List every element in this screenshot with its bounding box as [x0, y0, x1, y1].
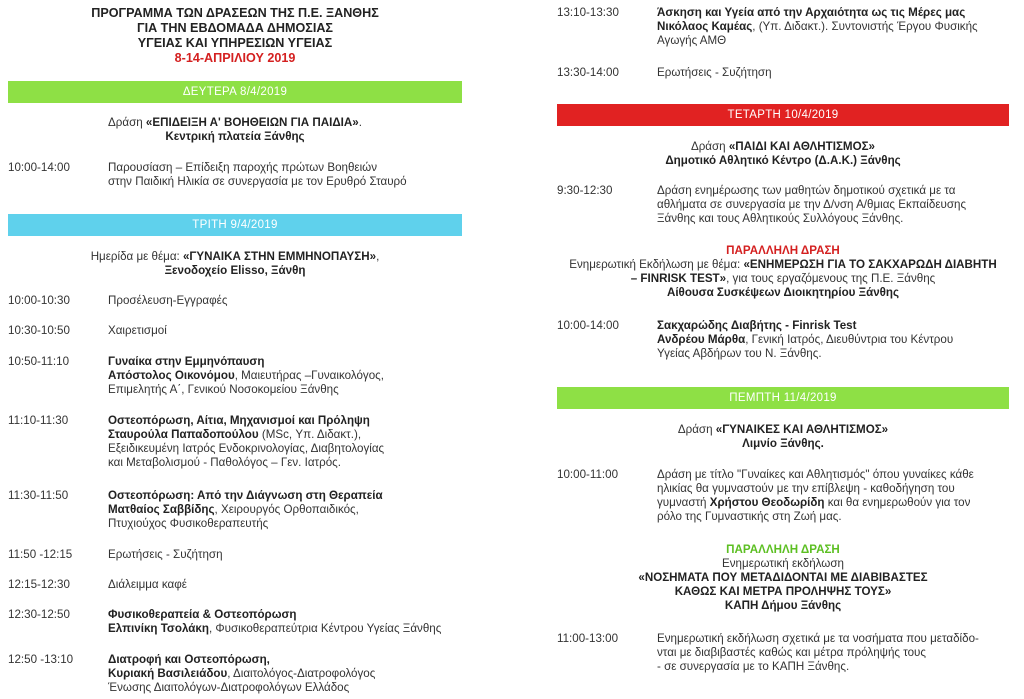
speaker-role: και Μεταβολισμού - Παθολόγος – Γεν. Ιατρός.	[108, 456, 341, 469]
tuesday-header: ΤΡΙΤΗ 9/4/2019	[8, 214, 462, 236]
title-dates: 8-14-ΑΠΡΙΛΙΟΥ 2019	[174, 51, 296, 65]
event-prefix: Δράση	[690, 140, 729, 153]
desc-line: - σε συνεργασία με το ΚΑΠΗ Ξάνθης.	[657, 660, 850, 673]
event-location: Δημοτικό Αθλητικό Κέντρο (Δ.Α.Κ.) Ξάνθης	[665, 154, 901, 167]
speaker-role: Πτυχιούχος Φυσικοθεραπευτής	[108, 517, 269, 530]
speaker-role: Επιμελητής Α΄, Γενικού Νοσοκομείου Ξάνθης	[108, 383, 339, 396]
event-suffix: ,	[376, 250, 380, 263]
left-column	[8, 0, 462, 699]
talk-title: Σακχαρώδης Διαβήτης - Finrisk Test	[657, 319, 857, 332]
talk-title: Διατροφή και Οστεοπόρωση,	[108, 653, 270, 666]
time-slot: 10:00-10:30	[8, 294, 70, 307]
speaker-name: Ανδρέου Μάρθα	[657, 333, 746, 346]
event-title: «ΓΥΝΑΙΚΑ ΣΤΗΝ ΕΜΜΗΝΟΠΑΥΣΗ»	[182, 250, 377, 263]
time-slot: 13:10-13:30	[557, 6, 619, 19]
slot-description: Χαιρετισμοί	[108, 324, 167, 337]
speaker-role: , Μαιευτήρας –Γυναικολόγος,	[234, 369, 384, 382]
slot-description: Προσέλευση-Εγγραφές	[108, 294, 228, 307]
desc-line: Ενημερωτική εκδήλωση σχετικά με τα νοσήματα που μεταδίδο-	[657, 632, 979, 645]
title-line-1: ΠΡΟΓΡΑΜΜΑ ΤΩΝ ΔΡΑΣΕΩΝ ΤΗΣ Π.Ε. ΞΑΝΘΗΣ	[91, 6, 379, 20]
event-title: «ΝΟΣΗΜΑΤΑ ΠΟΥ ΜΕΤΑΔΙΔΟΝΤΑΙ ΜΕ ΔΙΑΒΙΒΑΣΤΕΣ	[638, 571, 928, 584]
slot-description	[657, 6, 1009, 48]
monday-header: ΔΕΥΤΕΡΑ 8/4/2019	[8, 81, 462, 103]
speaker-role: (MSc, Υπ. Διδακτ.),	[258, 428, 362, 441]
parallel-label: ΠΑΡΑΛΛΗΛΗ ΔΡΑΣΗ	[726, 244, 840, 257]
right-column	[557, 0, 1009, 699]
event-location: ΚΑΠΗ Δήμου Ξάνθης	[724, 599, 842, 612]
event-title: «ΓΥΝΑΙΚΕΣ ΚΑΙ ΑΘΛΗΤΙΣΜΟΣ»	[715, 423, 889, 436]
slot-description	[108, 355, 462, 397]
slot-description	[657, 319, 1009, 361]
desc-line: Δράση ενημέρωσης των μαθητών δημοτικού σχετικά με τα	[657, 184, 956, 197]
speaker-name: Σταυρούλα Παπαδοπούλου	[108, 428, 259, 441]
speaker-name: Ελπινίκη Τσολάκη	[108, 622, 209, 635]
speaker-role: Υγείας Αβδήρων του Ν. Ξάνθης.	[657, 347, 822, 360]
trainer-name: Χρήστου Θεοδωρίδη	[709, 496, 825, 509]
speaker-role: , Γενική Ιατρός, Διευθύντρια του Κέντρου	[745, 333, 954, 346]
speaker-role: Αγωγής ΑΜΘ	[657, 34, 727, 47]
event-title: «ΕΝΗΜΕΡΩΣΗ ΓΙΑ ΤΟ ΣΑΚΧΑΡΩΔΗ ΔΙΑΒΗΤΗ	[743, 258, 997, 271]
time-slot: 12:30-12:50	[8, 608, 70, 621]
event-title: «ΕΠΙΔΕΙΞΗ Α' ΒΟΗΘΕΙΩΝ ΓΙΑ ΠΑΙΔΙΑ»	[145, 116, 359, 129]
tuesday-event	[8, 250, 462, 278]
desc-line: νται με διαβιβαστές καθώς και μέτρα πρόληψής τους	[657, 646, 926, 659]
time-slot: 9:30-12:30	[557, 184, 613, 197]
desc-line: ηλικίας θα γυμναστούν με την επίβλεψη - καθοδήγηση του	[657, 482, 955, 495]
parallel-label: ΠΑΡΑΛΛΗΛΗ ΔΡΑΣΗ	[726, 543, 840, 556]
talk-title: Άσκηση και Υγεία από την Αρχαιότητα ως τις Μέρες μας	[657, 6, 966, 19]
time-slot: 10:00-14:00	[557, 319, 619, 332]
event-prefix: Ενημερωτική εκδήλωση	[722, 557, 844, 570]
slot-description	[657, 468, 1009, 524]
event-suffix: .	[358, 116, 362, 129]
slot-description: Ερωτήσεις - Συζήτηση	[657, 66, 772, 79]
thursday-event	[557, 423, 1009, 451]
speaker-role: , Φυσικοθεραπεύτρια Κέντρου Υγείας Ξάνθης	[208, 622, 442, 635]
slot-description	[108, 414, 462, 470]
time-slot: 12:50 -13:10	[8, 653, 74, 666]
wednesday-parallel	[557, 244, 1009, 300]
speaker-name: Νικόλαος Καμέας	[657, 20, 753, 33]
speaker-role: , Χειρουργός Ορθοπαιδικός,	[214, 503, 359, 516]
slot-description	[108, 653, 462, 695]
speaker-name: Απόστολος Οικονόμου	[108, 369, 235, 382]
wednesday-header: ΤΕΤΑΡΤΗ 10/4/2019	[557, 104, 1009, 126]
title-line-2: ΓΙΑ ΤΗΝ ΕΒΔΟΜΑΔΑ ΔΗΜΟΣΙΑΣ	[137, 21, 333, 35]
event-prefix: Δράση	[108, 116, 146, 129]
desc-line: αθλήματα σε συνεργασία με την Δ/νση Α/θμιας Εκπαίδευσης	[657, 198, 967, 211]
slot-description	[657, 184, 1009, 226]
event-location: Λιμνίο Ξάνθης.	[742, 437, 824, 450]
speaker-role: , (Υπ. Διδακτ.). Συντονιστής Έργου Φυσικής	[752, 20, 978, 33]
slot-description	[657, 632, 1009, 674]
event-audience: , για τους εργαζόμενους της Π.Ε. Ξάνθης	[726, 272, 936, 285]
desc-text: γυμναστή	[657, 496, 710, 509]
talk-title: Οστεοπόρωση: Από την Διάγνωση στη Θεραπεία	[108, 489, 383, 502]
monday-event	[8, 116, 462, 144]
slot-description	[108, 161, 462, 189]
event-location: Αίθουσα Συσκέψεων Διοικητηρίου Ξάνθης	[666, 286, 900, 299]
time-slot: 11:50 -12:15	[8, 548, 73, 561]
desc-line: ρόλο της Γυμναστικής στη Ζωή μας.	[657, 510, 842, 523]
speaker-name: Κυριακή Βασιλειάδου	[108, 667, 228, 680]
event-title: – FINRISK TEST»	[630, 272, 727, 285]
wednesday-event	[557, 140, 1009, 168]
time-slot: 12:15-12:30	[8, 578, 70, 591]
event-prefix: Ημερίδα με θέμα:	[90, 250, 183, 263]
speaker-role: , Διαιτολόγος-Διατροφολόγος	[227, 667, 376, 680]
time-slot: 10:30-10:50	[8, 324, 70, 337]
desc-line: Ξάνθης και τους Αθλητικούς Συλλόγους Ξάνθης.	[657, 212, 904, 225]
speaker-name: Ματθαίος Σαββίδης	[108, 503, 215, 516]
thursday-parallel	[557, 543, 1009, 613]
desc-line: Δράση με τίτλο "Γυναίκες και Αθλητισμός" όπου γυναίκες κάθε	[657, 468, 974, 481]
desc-line: Παρουσίαση – Επίδειξη παροχής πρώτων Βοηθειών	[108, 161, 377, 174]
talk-title: Φυσικοθεραπεία & Οστεοπόρωση	[108, 608, 297, 621]
time-slot: 11:00-13:00	[557, 632, 619, 645]
desc-text: και θα ενημερωθούν για τον	[824, 496, 971, 509]
speaker-role: Ένωσης Διαιτολόγων-Διατροφολόγων Ελλάδος	[108, 681, 350, 694]
time-slot: 10:00-11:00	[557, 468, 619, 481]
speaker-role: Εξειδικευμένη Ιατρός Ενδοκρινολογίας, Διαβητολογίας	[108, 442, 385, 455]
time-slot: 10:00-14:00	[8, 161, 70, 174]
talk-title: Γυναίκα στην Εμμηνόπαυση	[108, 355, 265, 368]
event-title: «ΠΑΙΔΙ ΚΑΙ ΑΘΛΗΤΙΣΜΟΣ»	[728, 140, 876, 153]
time-slot: 13:30-14:00	[557, 66, 619, 79]
slot-description: Διάλειμμα καφέ	[108, 578, 187, 591]
time-slot: 11:30-11:50	[8, 489, 69, 502]
title-line-3: ΥΓΕΙΑΣ ΚΑΙ ΥΠΗΡΕΣΙΩΝ ΥΓΕΙΑΣ	[137, 36, 333, 50]
slot-description	[108, 489, 462, 531]
event-prefix: Δράση	[677, 423, 716, 436]
slot-description: Ερωτήσεις - Συζήτηση	[108, 548, 223, 561]
event-title: ΚΑΘΩΣ ΚΑΙ ΜΕΤΡΑ ΠΡΟΛΗΨΗΣ ΤΟΥΣ»	[674, 585, 892, 598]
desc-line: στην Παιδική Ηλικία σε συνεργασία με τον Ερυθρό Σταυρό	[108, 175, 407, 188]
event-prefix: Ενημερωτική Εκδήλωση με θέμα:	[569, 258, 744, 271]
thursday-header: ΠΕΜΠΤΗ 11/4/2019	[557, 387, 1009, 409]
talk-title: Οστεοπόρωση, Αίτια, Μηχανισμοί και Πρόληψη	[108, 414, 370, 427]
time-slot: 11:10-11:30	[8, 414, 69, 427]
slot-description	[108, 608, 462, 636]
event-location: Ξενοδοχείο Elisso, Ξάνθη	[164, 264, 306, 277]
program-title	[8, 6, 462, 66]
time-slot: 10:50-11:10	[8, 355, 70, 368]
event-location: Κεντρική πλατεία Ξάνθης	[165, 130, 305, 143]
